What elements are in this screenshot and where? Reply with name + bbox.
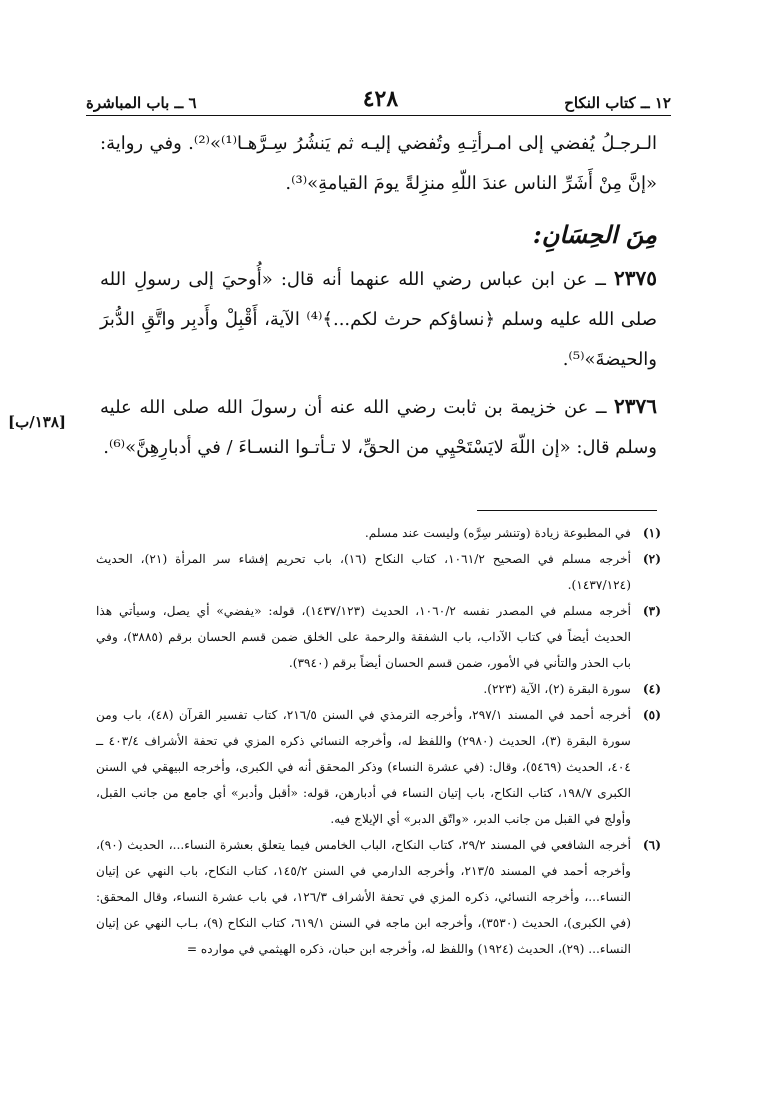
footnote-number: (٣) bbox=[642, 604, 661, 618]
footnote bbox=[96, 598, 661, 676]
page-number: ٤٢٨ bbox=[362, 86, 399, 112]
footnote-text: أخرجه أحمد في المسند ٢٩٧/١، وأخرجه الترمذي في السنن ٢١٦/٥، كتاب تفسير القرآن (٤٨)، باب ومن سورة البقرة (٣)، الحديث (٢٩٨٠) واللفظ له، وأخرجه النسائي ذكره المزي في تحفة الأشراف ٤٠٣/٤ ــ ٤٠٤، الحديث (٥٤٦٩)، وقال: (في عشرة النساء) وذكر المحقق أنه في الكبرى، وأخرجه البيهقي في السنن الكبرى ١٩٨/٧، كتاب النكاح، باب إتيان النساء في أدبارهن، قوله: «أقبل وأدبر» أي جامع من جانب القبل، وأولج في القبل من جانب الدبر، «واتّق الدبر» أي الإيلاج فيه. bbox=[96, 708, 632, 826]
hadith-number: ٢٣٧٦ bbox=[614, 394, 657, 418]
header-rule bbox=[86, 115, 671, 116]
footnote-text: في المطبوعة زيادة (وتنشر سِرَّه) وليست عند مسلم. bbox=[364, 526, 631, 540]
header-section: ٦ ــ باب المباشرة bbox=[86, 94, 197, 112]
footnote bbox=[96, 832, 661, 962]
section-title: مِنَ الحِسَانِ: bbox=[532, 220, 657, 249]
main-text bbox=[100, 124, 657, 468]
hadith-2375 bbox=[100, 258, 657, 380]
hadith-text: ــ عن ابن عباس رضي الله عنهما أنه قال: «أُوحيَ إلى رسولِ الله صلى الله عليه وسلم ﴿نساؤكم حرث لكم...﴾⁽⁴⁾ الآية، أَقْبِلْ وأَدبِر واتَّقِ الدُّبرَ والحيضةَ»⁽⁵⁾. bbox=[100, 269, 657, 370]
footnote-number: (٦) bbox=[642, 838, 661, 852]
footnote bbox=[96, 520, 661, 546]
footnote-text: سورة البقرة (٢)، الآية (٢٢٣). bbox=[483, 682, 631, 696]
footnote-number: (٢) bbox=[642, 552, 661, 566]
footnote-number: (٤) bbox=[642, 682, 661, 696]
manuscript-margin-reference: [١٣٨/ب] bbox=[8, 413, 66, 431]
footnote bbox=[96, 676, 661, 702]
footnotes bbox=[96, 520, 661, 962]
footnote bbox=[96, 702, 661, 832]
hadith-2376 bbox=[100, 386, 657, 468]
hadith-text: ــ عن خزيمة بن ثابت رضي الله عنه أن رسولَ الله صلى الله عليه وسلم قال: «إن اللّهَ لايَسْتَحْيِي من الحقِّ، لا تـأتـوا النسـاءَ / في أدبارِهِنَّ»⁽⁶⁾. bbox=[100, 397, 657, 458]
footnote-number: (٥) bbox=[642, 708, 661, 722]
footnote-text: أخرجه مسلم في الصحيح ١٠٦١/٢، كتاب النكاح (١٦)، باب تحريم إفشاء سر المرأة (٢١)، الحديث (١٤٣٧/١٢٤). bbox=[96, 552, 631, 592]
footnote bbox=[96, 546, 661, 598]
page-header bbox=[86, 86, 671, 112]
header-chapter: ١٢ ــ كتاب النكاح bbox=[564, 94, 671, 112]
footnote-text: أخرجه الشافعي في المسند ٢٩/٢، كتاب النكاح، الباب الخامس فيما يتعلق بعشرة النساء...، الحديث (٩٠)، وأخرجه أحمد في المسند ٢١٣/٥، وأخرجه الدارمي في السنن ١٤٥/٢، كتاب النكاح، باب النهي عن إتيان النساء...، وأخرجه النسائي، ذكره المزي في تحفة الأشراف ١٢٦/٣، في باب عشرة النساء، وقال المحقق: (في الكبرى)، الحديث (٣٥٣٠)، وأخرجه ابن ماجه في السنن ٦١٩/١، كتاب النكاح (٩)، بـاب النهي عن إتيان النساء... (٢٩)، الحديث (١٩٢٤) واللفظ له، وأخرجه ابن حبان، ذكره الهيثمي في موارده = bbox=[96, 838, 631, 956]
footnote-text: أخرجه مسلم في المصدر نفسه ١٠٦٠/٢، الحديث (١٤٣٧/١٢٣)، قوله: «يفضي» أي يصل، وسيأتي هذا الحديث أيضاً في كتاب الآداب، باب الشفقة والرحمة على الخلق ضمن قسم الحسان برقم (٣٨٨٥)، وفي باب الحذر والتأني في الأمور، ضمن قسم الحسان أيضاً برقم (٣٩٤٠). bbox=[96, 604, 632, 670]
footnote-number: (١) bbox=[642, 526, 661, 540]
footnote-rule bbox=[477, 510, 657, 511]
paragraph-continuation: الـرجـلُ يُفضي إلى امـرأتِـهِ وتُفضي إليـه ثم يَنشُرُ سِـرَّهـا⁽¹⁾»⁽²⁾. وفي رواية: «إنَّ مِنْ أَشَرِّ الناس عندَ اللّهِ منزِلةً يومَ القيامةِ»⁽³⁾. bbox=[100, 133, 657, 194]
hadith-number: ٢٣٧٥ bbox=[614, 266, 657, 290]
